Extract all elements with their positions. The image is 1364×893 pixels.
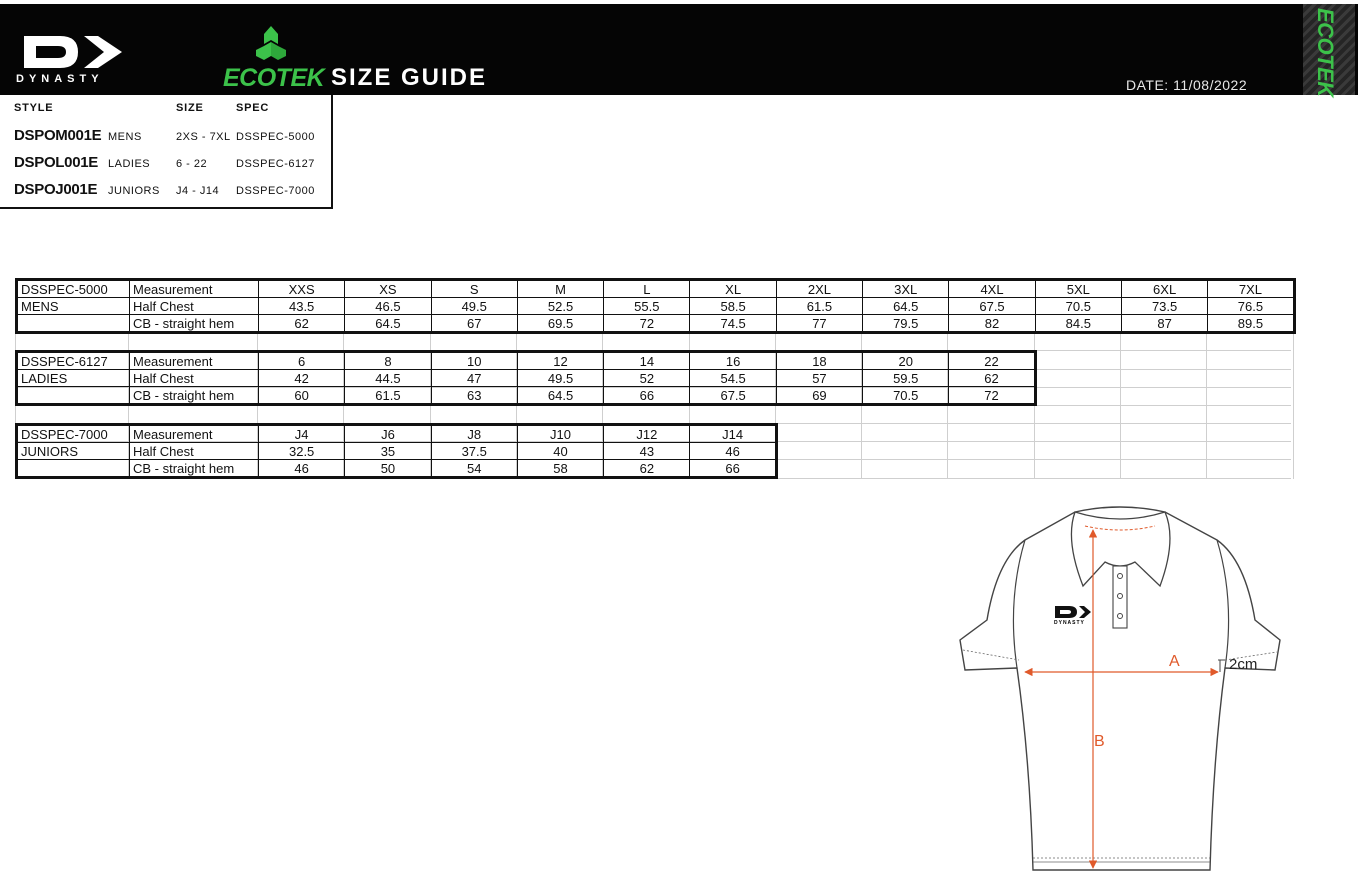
size-header-cell: 12 (517, 352, 603, 370)
measurement-value-cell: 40 (517, 443, 603, 460)
style-info-box (0, 95, 333, 209)
size-header-cell: J14 (690, 425, 776, 443)
measurement-value-cell: 35 (345, 443, 431, 460)
measurement-value-cell: 43 (604, 443, 690, 460)
size-header-cell: XL (690, 280, 776, 298)
measurement-value-cell: 44.5 (345, 370, 431, 387)
style-spec: DSSPEC-7000 (236, 185, 315, 197)
measurement-value-cell: 82 (949, 315, 1035, 333)
measurement-value-cell: 73.5 (1121, 298, 1207, 315)
table-row (17, 298, 1295, 315)
measurement-value-cell: 57 (776, 370, 862, 387)
grid-line (1293, 333, 1294, 479)
size-header-cell: J10 (517, 425, 603, 443)
measurement-value-cell: 63 (431, 387, 517, 405)
measurement-value-cell: 59.5 (863, 370, 949, 387)
measurement-header-cell: Measurement (130, 352, 259, 370)
measurement-label-cell: Half Chest (130, 370, 259, 387)
page-title: SIZE GUIDE (331, 64, 488, 91)
ecotek-wordmark: ECOTEK (223, 64, 325, 92)
table-row (17, 443, 777, 460)
size-table-ladies (15, 350, 1037, 406)
measurement-label-cell: CB - straight hem (130, 315, 259, 333)
size-header-cell: XS (345, 280, 431, 298)
measurement-value-cell: 58 (517, 460, 603, 478)
group-label-cell: JUNIORS (17, 443, 130, 460)
size-header-cell: 5XL (1035, 280, 1121, 298)
measurement-value-cell: 52.5 (517, 298, 603, 315)
size-header-cell: 14 (604, 352, 690, 370)
measurement-label-cell: Half Chest (130, 443, 259, 460)
style-code: DSPOM001E (14, 127, 102, 144)
measurement-header-cell: Measurement (130, 280, 259, 298)
table-row (17, 370, 1036, 387)
measurement-value-cell: 66 (604, 387, 690, 405)
size-header-cell: 22 (949, 352, 1035, 370)
measurement-value-cell: 76.5 (1208, 298, 1294, 315)
style-spec: DSSPEC-5000 (236, 131, 315, 143)
size-header-cell: L (604, 280, 690, 298)
measurement-value-cell: 79.5 (863, 315, 949, 333)
measurement-value-cell: 89.5 (1208, 315, 1294, 333)
measurement-value-cell: 46.5 (345, 298, 431, 315)
measurement-value-cell: 70.5 (863, 387, 949, 405)
measurement-value-cell: 58.5 (690, 298, 776, 315)
measurement-label-cell: CB - straight hem (130, 387, 259, 405)
size-header-cell: 8 (345, 352, 431, 370)
measurement-label-cell: CB - straight hem (130, 460, 259, 478)
measurement-value-cell: 64.5 (863, 298, 949, 315)
measurement-value-cell: 49.5 (517, 370, 603, 387)
size-header-cell: 16 (690, 352, 776, 370)
empty-cell (17, 387, 130, 405)
measurement-value-cell: 54 (431, 460, 517, 478)
group-label-cell: LADIES (17, 370, 130, 387)
size-header-cell: J8 (431, 425, 517, 443)
polo-shirt-diagram (955, 500, 1290, 880)
table-row (17, 315, 1295, 333)
measurement-value-cell: 47 (431, 370, 517, 387)
style-spec: DSSPEC-6127 (236, 158, 315, 170)
size-header: SIZE (176, 102, 204, 114)
measurement-label-cell: Half Chest (130, 298, 259, 315)
style-group: MENS (108, 131, 142, 143)
measurement-value-cell: 66 (690, 460, 776, 478)
brand-wordmark: DYNASTY (16, 73, 104, 85)
size-header-cell: 18 (776, 352, 862, 370)
measurement-value-cell: 52 (604, 370, 690, 387)
table-header-row (17, 352, 1036, 370)
style-code: DSPOL001E (14, 154, 99, 171)
measurement-value-cell: 72 (604, 315, 690, 333)
measurement-value-cell: 69.5 (517, 315, 603, 333)
measurement-value-cell: 61.5 (345, 387, 431, 405)
date-label: DATE: 11/08/2022 (1126, 77, 1248, 93)
size-header-cell: J6 (345, 425, 431, 443)
style-code: DSPOJ001E (14, 181, 98, 198)
size-header-cell: 7XL (1208, 280, 1294, 298)
table-header-row (17, 425, 777, 443)
measurement-value-cell: 32.5 (259, 443, 345, 460)
measurement-value-cell: 37.5 (431, 443, 517, 460)
measurement-value-cell: 61.5 (776, 298, 862, 315)
spec-code-cell: DSSPEC-5000 (17, 280, 130, 298)
group-label-cell: MENS (17, 298, 130, 315)
size-table-juniors (15, 423, 778, 479)
size-header-cell: J12 (604, 425, 690, 443)
side-tag-text: ECOTEK (1313, 8, 1338, 97)
measurement-header-cell: Measurement (130, 425, 259, 443)
measurement-value-cell: 69 (776, 387, 862, 405)
measurement-value-cell: 67.5 (690, 387, 776, 405)
size-header-cell: 6XL (1121, 280, 1207, 298)
measurement-value-cell: 84.5 (1035, 315, 1121, 333)
dimension-label-b: B (1094, 733, 1105, 750)
spec-code-cell: DSSPEC-7000 (17, 425, 130, 443)
size-header-cell: XXS (259, 280, 345, 298)
empty-cell (17, 460, 130, 478)
measurement-value-cell: 54.5 (690, 370, 776, 387)
size-header-cell: S (431, 280, 517, 298)
size-header-cell: 10 (431, 352, 517, 370)
style-group: LADIES (108, 158, 151, 170)
dimension-label-a: A (1169, 653, 1180, 670)
header-bar (0, 4, 1358, 95)
spec-code-cell: DSSPEC-6127 (17, 352, 130, 370)
measurement-value-cell: 60 (259, 387, 345, 405)
measurement-value-cell: 67 (431, 315, 517, 333)
table-row (17, 387, 1036, 405)
size-table-mens (15, 278, 1296, 334)
measurement-value-cell: 62 (949, 370, 1035, 387)
measurement-value-cell: 62 (604, 460, 690, 478)
measurement-value-cell: 42 (259, 370, 345, 387)
measurement-value-cell: 46 (690, 443, 776, 460)
size-header-cell: 4XL (949, 280, 1035, 298)
measurement-value-cell: 87 (1121, 315, 1207, 333)
size-header-cell: M (517, 280, 603, 298)
measurement-value-cell: 49.5 (431, 298, 517, 315)
offset-note: 2cm (1229, 656, 1258, 673)
style-group: JUNIORS (108, 185, 160, 197)
measurement-value-cell: 64.5 (517, 387, 603, 405)
empty-cell (17, 315, 130, 333)
chest-logo-text: DYNASTY (1054, 620, 1085, 626)
grid-line (1206, 333, 1207, 479)
size-header-cell: 6 (259, 352, 345, 370)
measurement-value-cell: 67.5 (949, 298, 1035, 315)
grid-line (1120, 333, 1121, 479)
measurement-value-cell: 43.5 (259, 298, 345, 315)
measurement-value-cell: 72 (949, 387, 1035, 405)
measurement-value-cell: 62 (259, 315, 345, 333)
measurement-value-cell: 77 (776, 315, 862, 333)
measurement-value-cell: 55.5 (604, 298, 690, 315)
measurement-value-cell: 50 (345, 460, 431, 478)
measurement-value-cell: 64.5 (345, 315, 431, 333)
table-row (17, 460, 777, 478)
size-header-cell: 3XL (863, 280, 949, 298)
measurement-value-cell: 70.5 (1035, 298, 1121, 315)
measurement-value-cell: 46 (259, 460, 345, 478)
size-header-cell: 2XL (776, 280, 862, 298)
style-size-range: 6 - 22 (176, 158, 208, 170)
spec-header: SPEC (236, 102, 270, 114)
style-header: STYLE (14, 102, 54, 114)
measurement-value-cell: 74.5 (690, 315, 776, 333)
style-size-range: 2XS - 7XL (176, 131, 231, 143)
style-size-range: J4 - J14 (176, 185, 220, 197)
table-header-row (17, 280, 1295, 298)
size-header-cell: 20 (863, 352, 949, 370)
size-header-cell: J4 (259, 425, 345, 443)
right-border (1358, 0, 1364, 893)
